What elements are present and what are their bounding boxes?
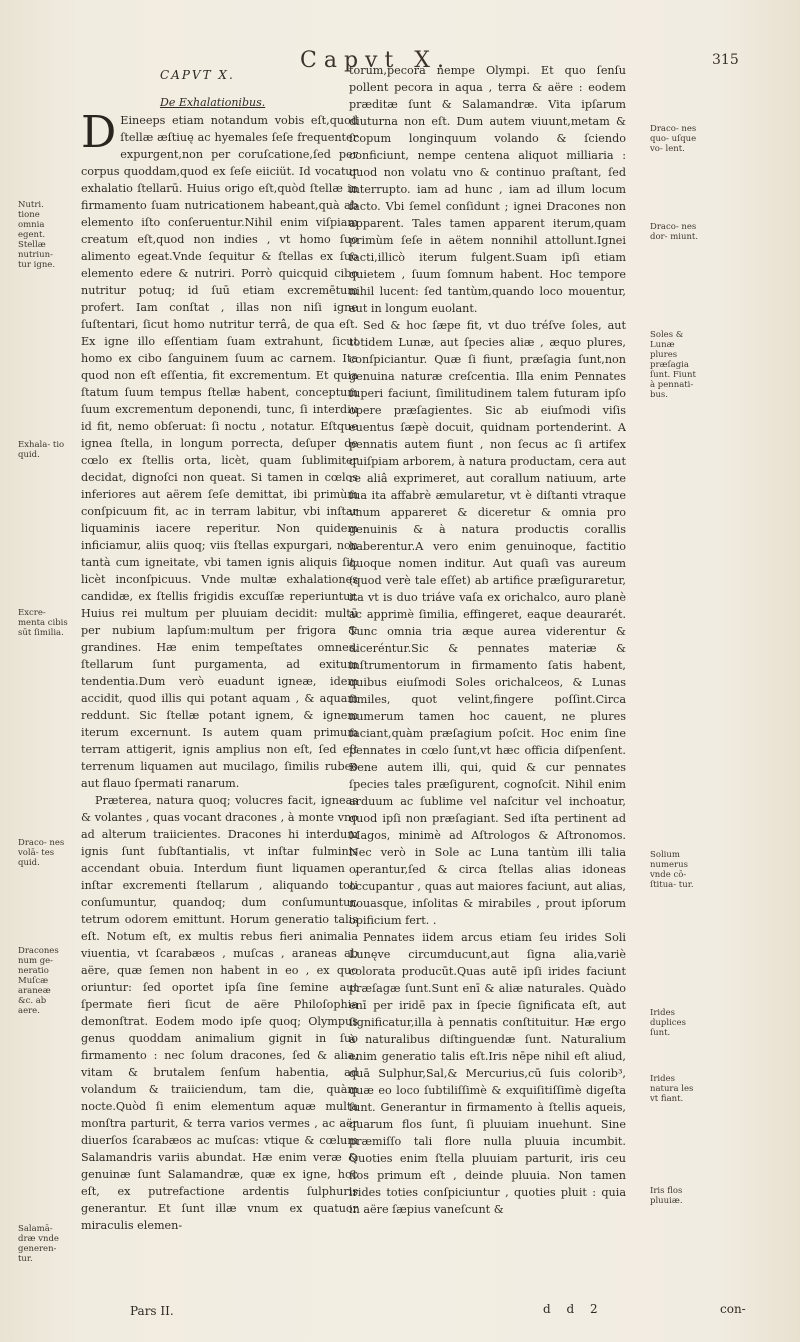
margin-note-left-5: Dracones num ge- neratio Muſcæ araneæ &c. ab aere. [18, 946, 59, 1016]
margin-note-left-2: Exhala- tio quid. [18, 440, 65, 460]
margin-note-right-5: Irides duplices ſunt. [650, 1008, 686, 1038]
margin-note-left-1: Nutri. tione omnia egent. Stellæ nutriun- tur igne. [18, 200, 56, 270]
left-paragraph-1 [81, 112, 358, 792]
margin-note-left-6: Salamā- dræ vnde generen- tur. [18, 1224, 59, 1264]
signature-mark: d d 2 [543, 1302, 604, 1316]
margin-note-right-1: Draco- nes quo- uſque vo- lent. [650, 124, 697, 154]
right-paragraph-1: torum,pecora nempe Olympi. Et quo ſenſu pollent pecora in aqua , terra & aëre : eodem præditæ ſunt & Salamandræ. Vita ipſarum diuturna non eſt. Dum autem viuunt,metam & ſcopum longinquum volando & ſciendo conficiunt, nempe centena aliquot milliaria : quod non volatu vno & continuo praſtant, ſed interrupto. iam ad hunc , iam ad illum locum facto. Vbi ſemel conſidunt ; ignei Dracones non apparent. Tales tamen apparent iterum,quam primùm ſeſe in aëtem nonnihil attollunt.Ignei facti,illicò iterum fulgent.Suam ipſi etiam quietem , ſuum ſomnum habent. Hoc tempore nihil lucent: ſed tantùm,quando loco mouentur, aut in longum euolant. [349, 64, 626, 315]
page-number: 315 [712, 52, 739, 68]
left-paragraph-1-text: Eineeps etiam notandum vobis eſt,quod ſtellæ æſtiuę ac hyemales ſeſe frequenter expurgent,non per coruſcatione,ſed per corpus quoddam,quod ex ſeſe eiiciüt. Id vocatur exhalatio ſtellarū. Huius origo eſt,quòd ſtellæ in firmamento ſuam nutricationem habeant,quà ab elemento iſto conſeruentur.Nihil enim viſpiam creatum eſt,quod non indies , vt homo ſuo alimento egeat.Vnde ſequitur & ſtellas ex ſuo elemento edere & nutriri. Porrò quicquid cibo nutritur potuq; id ſuū etiam excremētum profert. Iam conſtat , illas non niſi igne ſuſtentari, ſicut homo nutritur terrâ, de qua eſt. Ex igne illo eſſentiam ſuam extrahunt, ſicut homo ex cibo ſanguinem ſuum ac carnem. Ita quod non eſt eſſentia, fit excrementum. Et quia ſtatum ſuum tempus ſtellæ habent, conceptum ſuum excrementum deponendi, tunc, ſi interdiu id fit, nemo obſeruat: ſi noctu , notatur. Eſtque ignea ſtella, in longum porrecta, deſuper de cœlo ex ſtellis orta, licèt, quam ſublimiter decidat, dignoſci non queat. Si tamen in cœlos inferiores aut aërem ſeſe demittat, ibi primùm conſpicuum fit, ac in terram labitur, vbi inſtar liquaminis iacere reperitur. Non quidem inficiamur, aliis quoq; viis ſtellas expurgari, non tantà cum igneitate, vbi tamen ignis aliquis ſit, licèt inconſpicuus. Vnde multæ exhalationes candidæ, ex ſtellis frigidis excuſſæ reperiuntur. Huius rei multum per pluuiam decidit: multū per nubium lapſum:multum per frigora & grandines. Hæ enim tempeſtates omnes, ſtellarum ſunt purgamenta, ad exitum tendentia.Dum verò euadunt igneæ, idem accidit, quod illis qui potant aquam , & aquam reddunt. Sic ſtellæ potant ignem, & ignem iterum excernunt. Is autem quam primum terram attigerit, ignis amplius non eſt, ſed eſt terrenum liquamen aut mucilago, ſimilis rubeo aut flauo ſpermati ranarum. [81, 114, 358, 790]
catchword: con- [720, 1302, 746, 1316]
margin-note-right-3: Soles & Lunæ plures præſagia ſunt. Fiunt à pennati- bus. [650, 330, 696, 400]
margin-note-right-6: Irides natura les vt fiant. [650, 1074, 694, 1104]
footer-part-label: Pars II. [130, 1304, 174, 1318]
left-paragraph-2: Præterea, natura quoq; volucres facit, igneas & volantes , quas vocant dracones , à monte vno ad alterum traiicientes. Dracones hi interdum ignis ſunt ſubſtantialis, vt inſtar fulminis accendant obuia. Interdum fiunt liquamen , inſtar excrementi ſtellarum , aliquando toti conſumuntur, quandoq; dum conſumuntur, tetrum odorem emittunt. Horum generatio talis eſt. Notum eſt, ex multis rebus fieri animalia viuentia, vt ſcarabæos , muſcas , araneas ab aëre, quæ ſemen non habent in eo , ex quo oriuntur: ſed oportet ipſa ſine ſemine aut ſpermate fieri ſicut de aëre Philoſophia demonſtrat. Eodem modo ipſe quoq; Olympus genus quoddam animalium gignit in ſuo firmamento : nec ſolum dracones, ſed & alia, vitam & brutalem ſenſum habentia, ad volandum & traiiciendum, tam die, quàm nocte.Quòd ſi enim elementum aquæ multa monſtra parturit, & terra varios vermes , ac aër diuerſos ſcarabæos ac muſcas: vtique & cœlum Salamandris variis abundat. Hæ enim veræ & genuinæ ſunt Salamandræ, quæ ex igne, hoc eſt, ex putrefactione ardentis ſulphuris generantur. Et ſunt illæ vnum ex quatuor miraculis elemen- [81, 794, 358, 1232]
running-title: Capvt X. [300, 48, 451, 73]
margin-note-left-4: Draco- nes volā- tes quid. [18, 838, 65, 868]
drop-cap: D [81, 112, 117, 158]
right-paragraph-3: Pennates iidem arcus etiam ſeu irides Soli Lunęve circumducunt,aut ſigna alia,variè colorata producūt.Quas autē ipſi irides faciunt præſagæ ſunt.Sunt enī & aliæ naturales. Quàdo enī per iridē pax in ſpecie ſignificata eſt, aut ſignificatur,illa à pennatis conſtituitur. Hæ ergo à naturalibus diſtinguendæ ſunt. Naturalium enim generatio talis eſt.Iris nēpe nihil eſt aliud, quā Sulphur,Sal,& Mercurius,cū ſuis colorib³, quæ eo loco ſubtiliſſimè & exquiſitiſſimè digeſta ſunt. Generantur in firmamento à ſtellis aqueis, quarum flos ſunt, ſi pluuiam inuehunt. Sine præmiſſo tali flore nulla pluuia incumbit. Quoties enim ſtella pluuiam parturit, iris ceu flos primum eſt , deinde pluuia. Non tamen irides toties conſpiciuntur , quoties pluit : quia in aëre ſæpius vaneſcunt & [349, 931, 626, 1216]
left-text-column [81, 112, 358, 1327]
margin-note-right-7: Iris flos pluuiæ. [650, 1186, 683, 1206]
margin-note-right-4: Solium numerus vnde cō- ſtitua- tur. [650, 850, 694, 890]
right-paragraph-2: Sed & hoc ſæpe fit, vt duo tréſve ſoles, aut totidem Lunæ, aut ſpecies aliæ , æquo plures, conſpiciantur. Quæ ſi fiunt, præſagia ſunt,non genuina naturæ creſcentia. Illa enim Pennates ſuperi faciunt, ſimilitudinem talem futuram ipſo opere præſagientes. Sic ab eiuſmodi viſis euentus ſæpè docuit, quidnam portenderint. A pennatis autem fiunt , non ſecus ac ſi artifex quiſpiam arborem, à natura productam, cera aut re aliâ exprimeret, aut corallum natiuum, arte ſua ita affabrè æmularetur, vt è diſtanti vtraque vnum appareret & diceretur & omnia pro genuinis & à natura productis corallis haberentur.A vero enim genuinoque, factitio quoque nomen inditur. Aut quaſi vas aureum (quod verè tale eſſet) ab artifice præſiguraretur, ita vt is duo triáve vaſa ex orichalco, auro planè ac apprimè ſimilia, effingeret, eaque deaurarét. Tunc omnia tria æque aurea viderentur & diceréntur.Sic & pennates materiæ & inſtrumentorum in firmamento ſatis habent, quibus eiuſmodi Soles orichalceos, & Lunas ſimiles, quot velint,fingere poſſint.Circa numerum tamen hoc cauent, ne plures faciant,quàm præſagium poſcit. Hoc enim ſine pennates in cœlo ſunt,vt hæc officia diſpenſent. Bene autem illi, qui, quid & cur pennates ſpecies tales præſigurent, cognoſcit. Nihil enim arduum ac ſublime vel naſcitur vel inchoatur, quod ipſi non præſagiant. Sed iſta pertinent ad Magos, minimè ad Aſtrologos & Aſtronomos. Nec verò in Sole ac Luna tantùm illi talia operantur,ſed & circa ſtellas alias idoneas occupantur , quas aut maiores faciunt, aut alias, nouasque, inſolitas & mirabiles , prout ipſorum opificium fert. . [349, 319, 626, 927]
margin-note-right-2: Draco- nes dor- miunt. [650, 222, 699, 242]
right-text-column [349, 62, 626, 1327]
chapter-subheading: De Exhalationibus. [160, 96, 266, 109]
margin-note-left-3: Excre- menta cibis sūt ſimilia. [18, 608, 68, 638]
chapter-heading: CAPVT X. [160, 68, 235, 82]
